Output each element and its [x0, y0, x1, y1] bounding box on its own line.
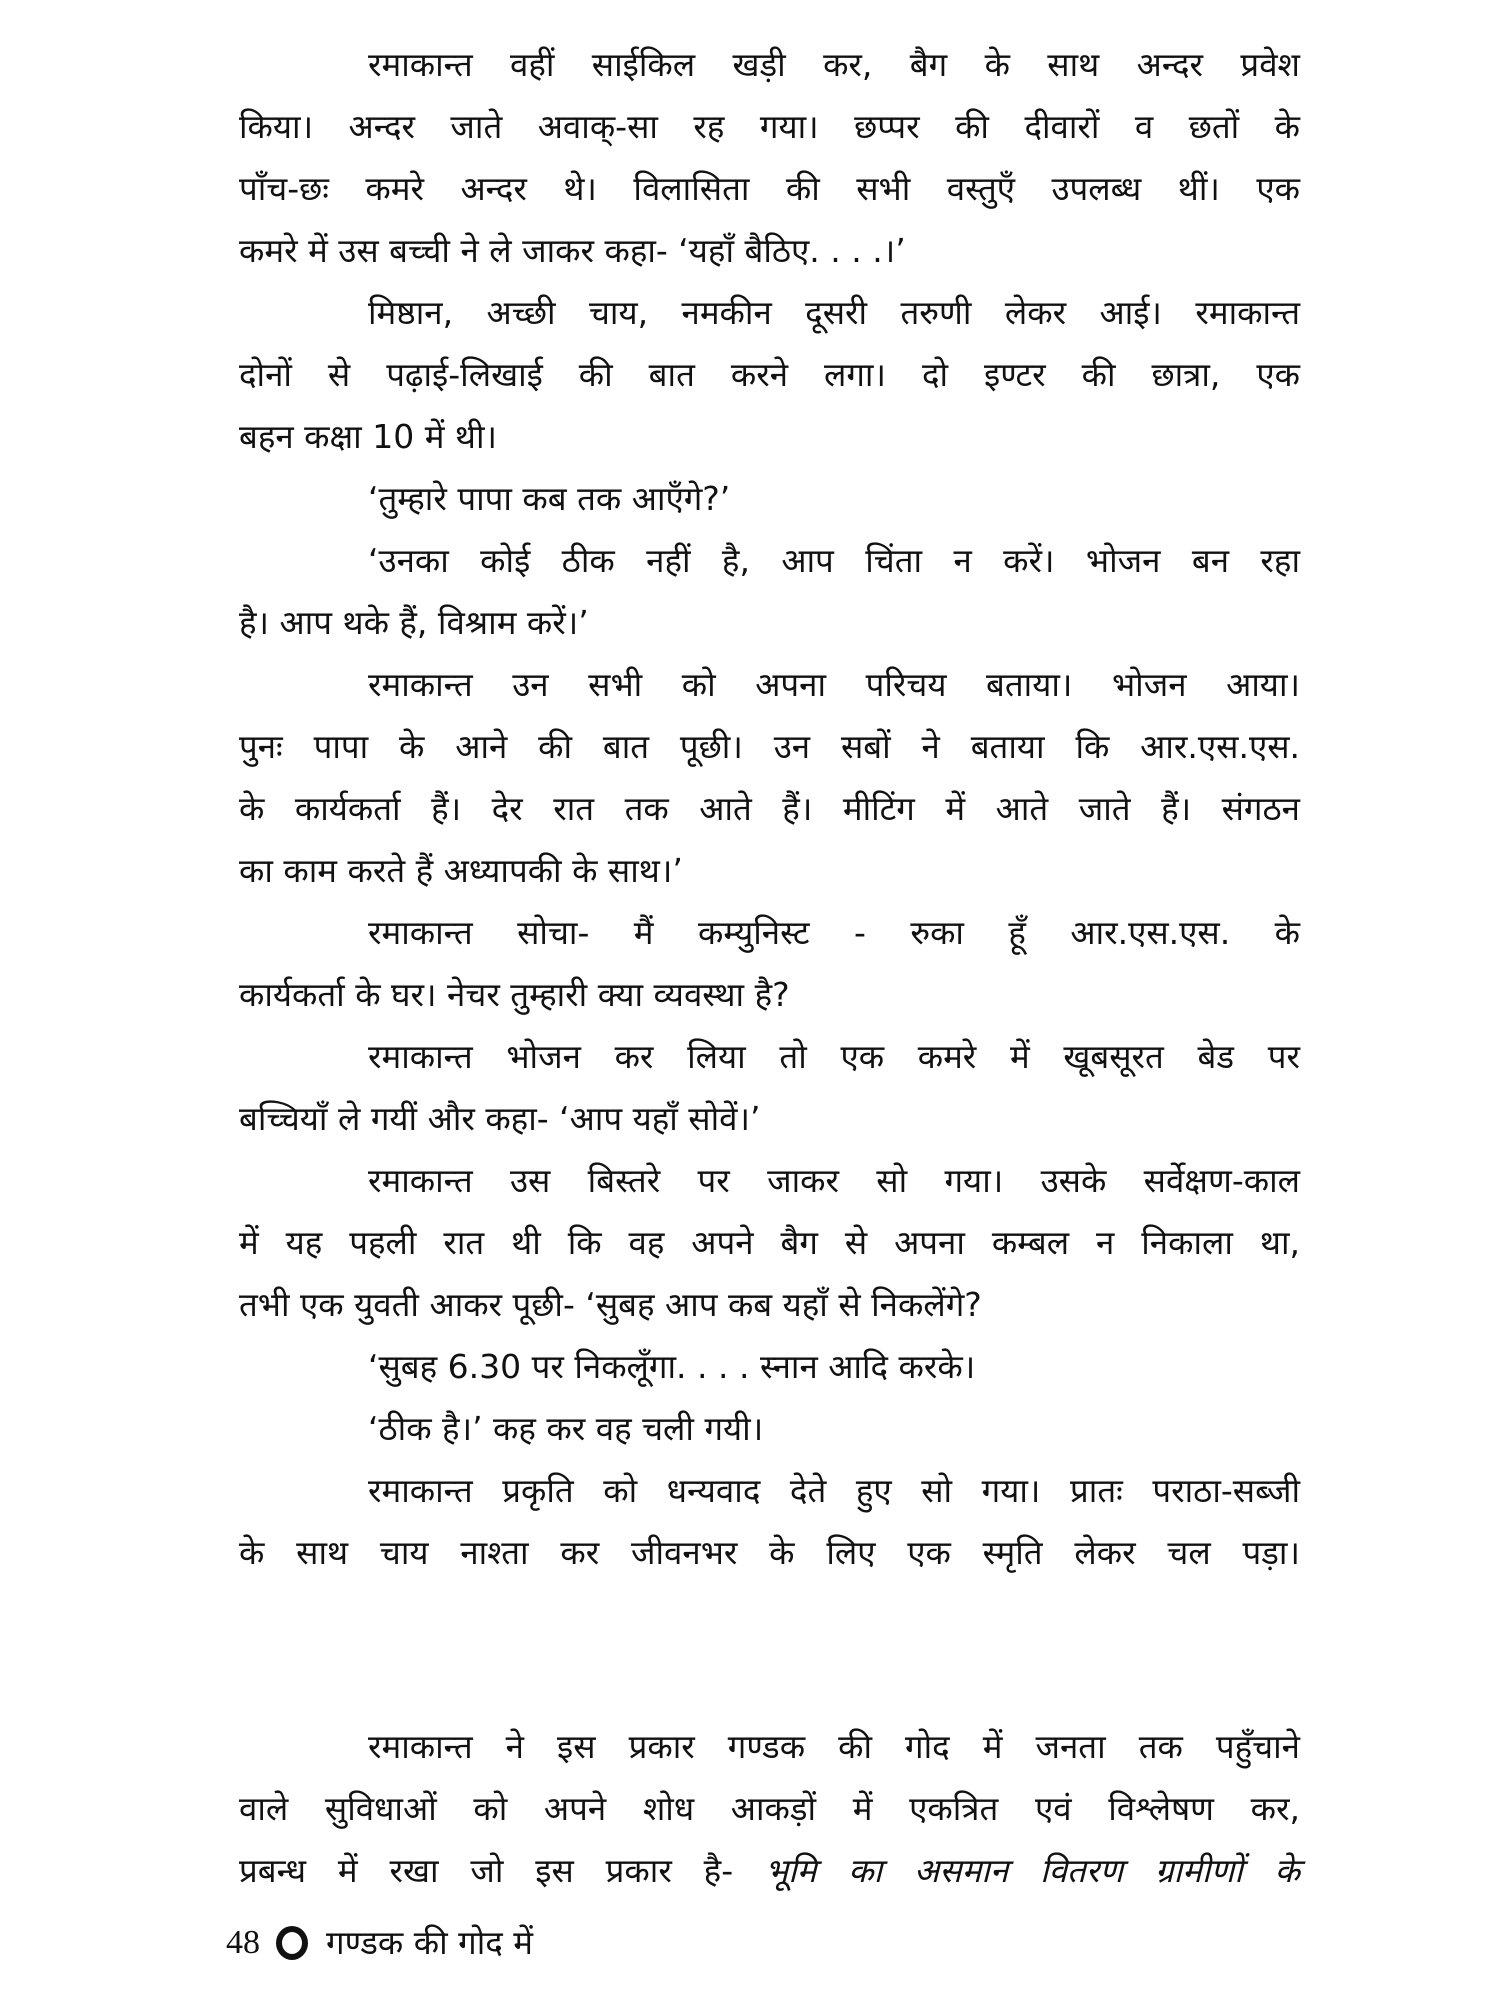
text-line: ‘ठीक है।’ कह कर वह चली गयी। [368, 1409, 764, 1448]
text-line: रमाकान्त उन सभी को अपना परिचय बताया। भोजन आया। [368, 665, 1300, 704]
text-line: पाँच-छः कमरे अन्दर थे। विलासिता की सभी वस्तुएँ उपलब्ध थीं। एक [239, 169, 1300, 208]
page-footer [226, 1915, 533, 1971]
book-title: गण्डक की गोद में [326, 1923, 533, 1962]
text-line: का काम करते हैं अध्यापकी के साथ।’ [239, 851, 683, 890]
plain-text: प्रबन्ध में रखा जो इस प्रकार है- [239, 1851, 734, 1890]
text-line: तभी एक युवती आकर पूछी- ‘सुबह आप कब यहाँ से निकलेंगे? [239, 1285, 982, 1324]
text-line: रमाकान्त ने इस प्रकार गण्डक की गोद में जनता तक पहुँचाने [368, 1727, 1300, 1766]
text-line: मिष्ठान, अच्छी चाय, नमकीन दूसरी तरुणी लेकर आई। रमाकान्त [368, 293, 1300, 332]
text-line-mixed [239, 1840, 1300, 1902]
text-line: के साथ चाय नाश्ता कर जीवनभर के लिए एक स्मृति लेकर चल पड़ा। [239, 1533, 1300, 1572]
text-line: रमाकान्त प्रकृति को धन्यवाद देते हुए सो गया। प्रातः पराठा-सब्जी [368, 1471, 1300, 1510]
text-line: वाले सुविधाओं को अपने शोध आकड़ों में एकत्रित एवं विश्लेषण कर, [239, 1789, 1300, 1828]
text-line: ‘सुबह 6.30 पर निकलूँगा. . . . स्नान आदि करके। [368, 1347, 976, 1386]
text-line: रमाकान्त भोजन कर लिया तो एक कमरे में खूबसूरत बेड पर [368, 1037, 1300, 1076]
text-line: ‘तुम्हारे पापा कब तक आएँगे?’ [368, 479, 731, 518]
text-line: रमाकान्त वहीं साईकिल खड़ी कर, बैग के साथ अन्दर प्रवेश [368, 45, 1300, 84]
text-line: किया। अन्दर जाते अवाक्-सा रह गया। छप्पर की दीवारों व छतों के [239, 107, 1300, 146]
page-number: 48 [226, 1924, 260, 1961]
text-line: में यह पहली रात थी कि वह अपने बैग से अपना कम्बल न निकाला था, [239, 1223, 1300, 1262]
text-line: के कार्यकर्ता हैं। देर रात तक आते हैं। मीटिंग में आते जाते हैं। संगठन [239, 789, 1300, 828]
text-line: बच्चियाँ ले गयीं और कहा- ‘आप यहाँ सोवें।’ [239, 1099, 761, 1138]
text-line: रमाकान्त सोचा- मैं कम्युनिस्ट - रुका हूँ आर.एस.एस. के [368, 913, 1300, 952]
text-line: दोनों से पढ़ाई-लिखाई की बात करने लगा। दो इण्टर की छात्रा, एक [239, 355, 1300, 394]
text-line: है। आप थके हैं, विश्राम करें।’ [239, 603, 589, 642]
text-line: बहन कक्षा 10 में थी। [239, 417, 498, 456]
text-line: पुनः पापा के आने की बात पूछी। उन सबों ने बताया कि आर.एस.एस. [239, 727, 1300, 766]
text-line: कमरे में उस बच्ची ने ले जाकर कहा- ‘यहाँ बैठिए. . . .।’ [239, 231, 906, 270]
circle-icon [276, 1926, 308, 1960]
text-line: रमाकान्त उस बिस्तरे पर जाकर सो गया। उसके सर्वेक्षण-काल [368, 1161, 1300, 1200]
text-line: ‘उनका कोई ठीक नहीं है, आप चिंता न करें। भोजन बन रहा [368, 541, 1300, 580]
text-line: कार्यकर्ता के घर। नेचर तुम्हारी क्या व्यवस्था है? [239, 975, 790, 1014]
italic-text: भूमि का असमान वितरण ग्रामीणों के [764, 1851, 1300, 1890]
